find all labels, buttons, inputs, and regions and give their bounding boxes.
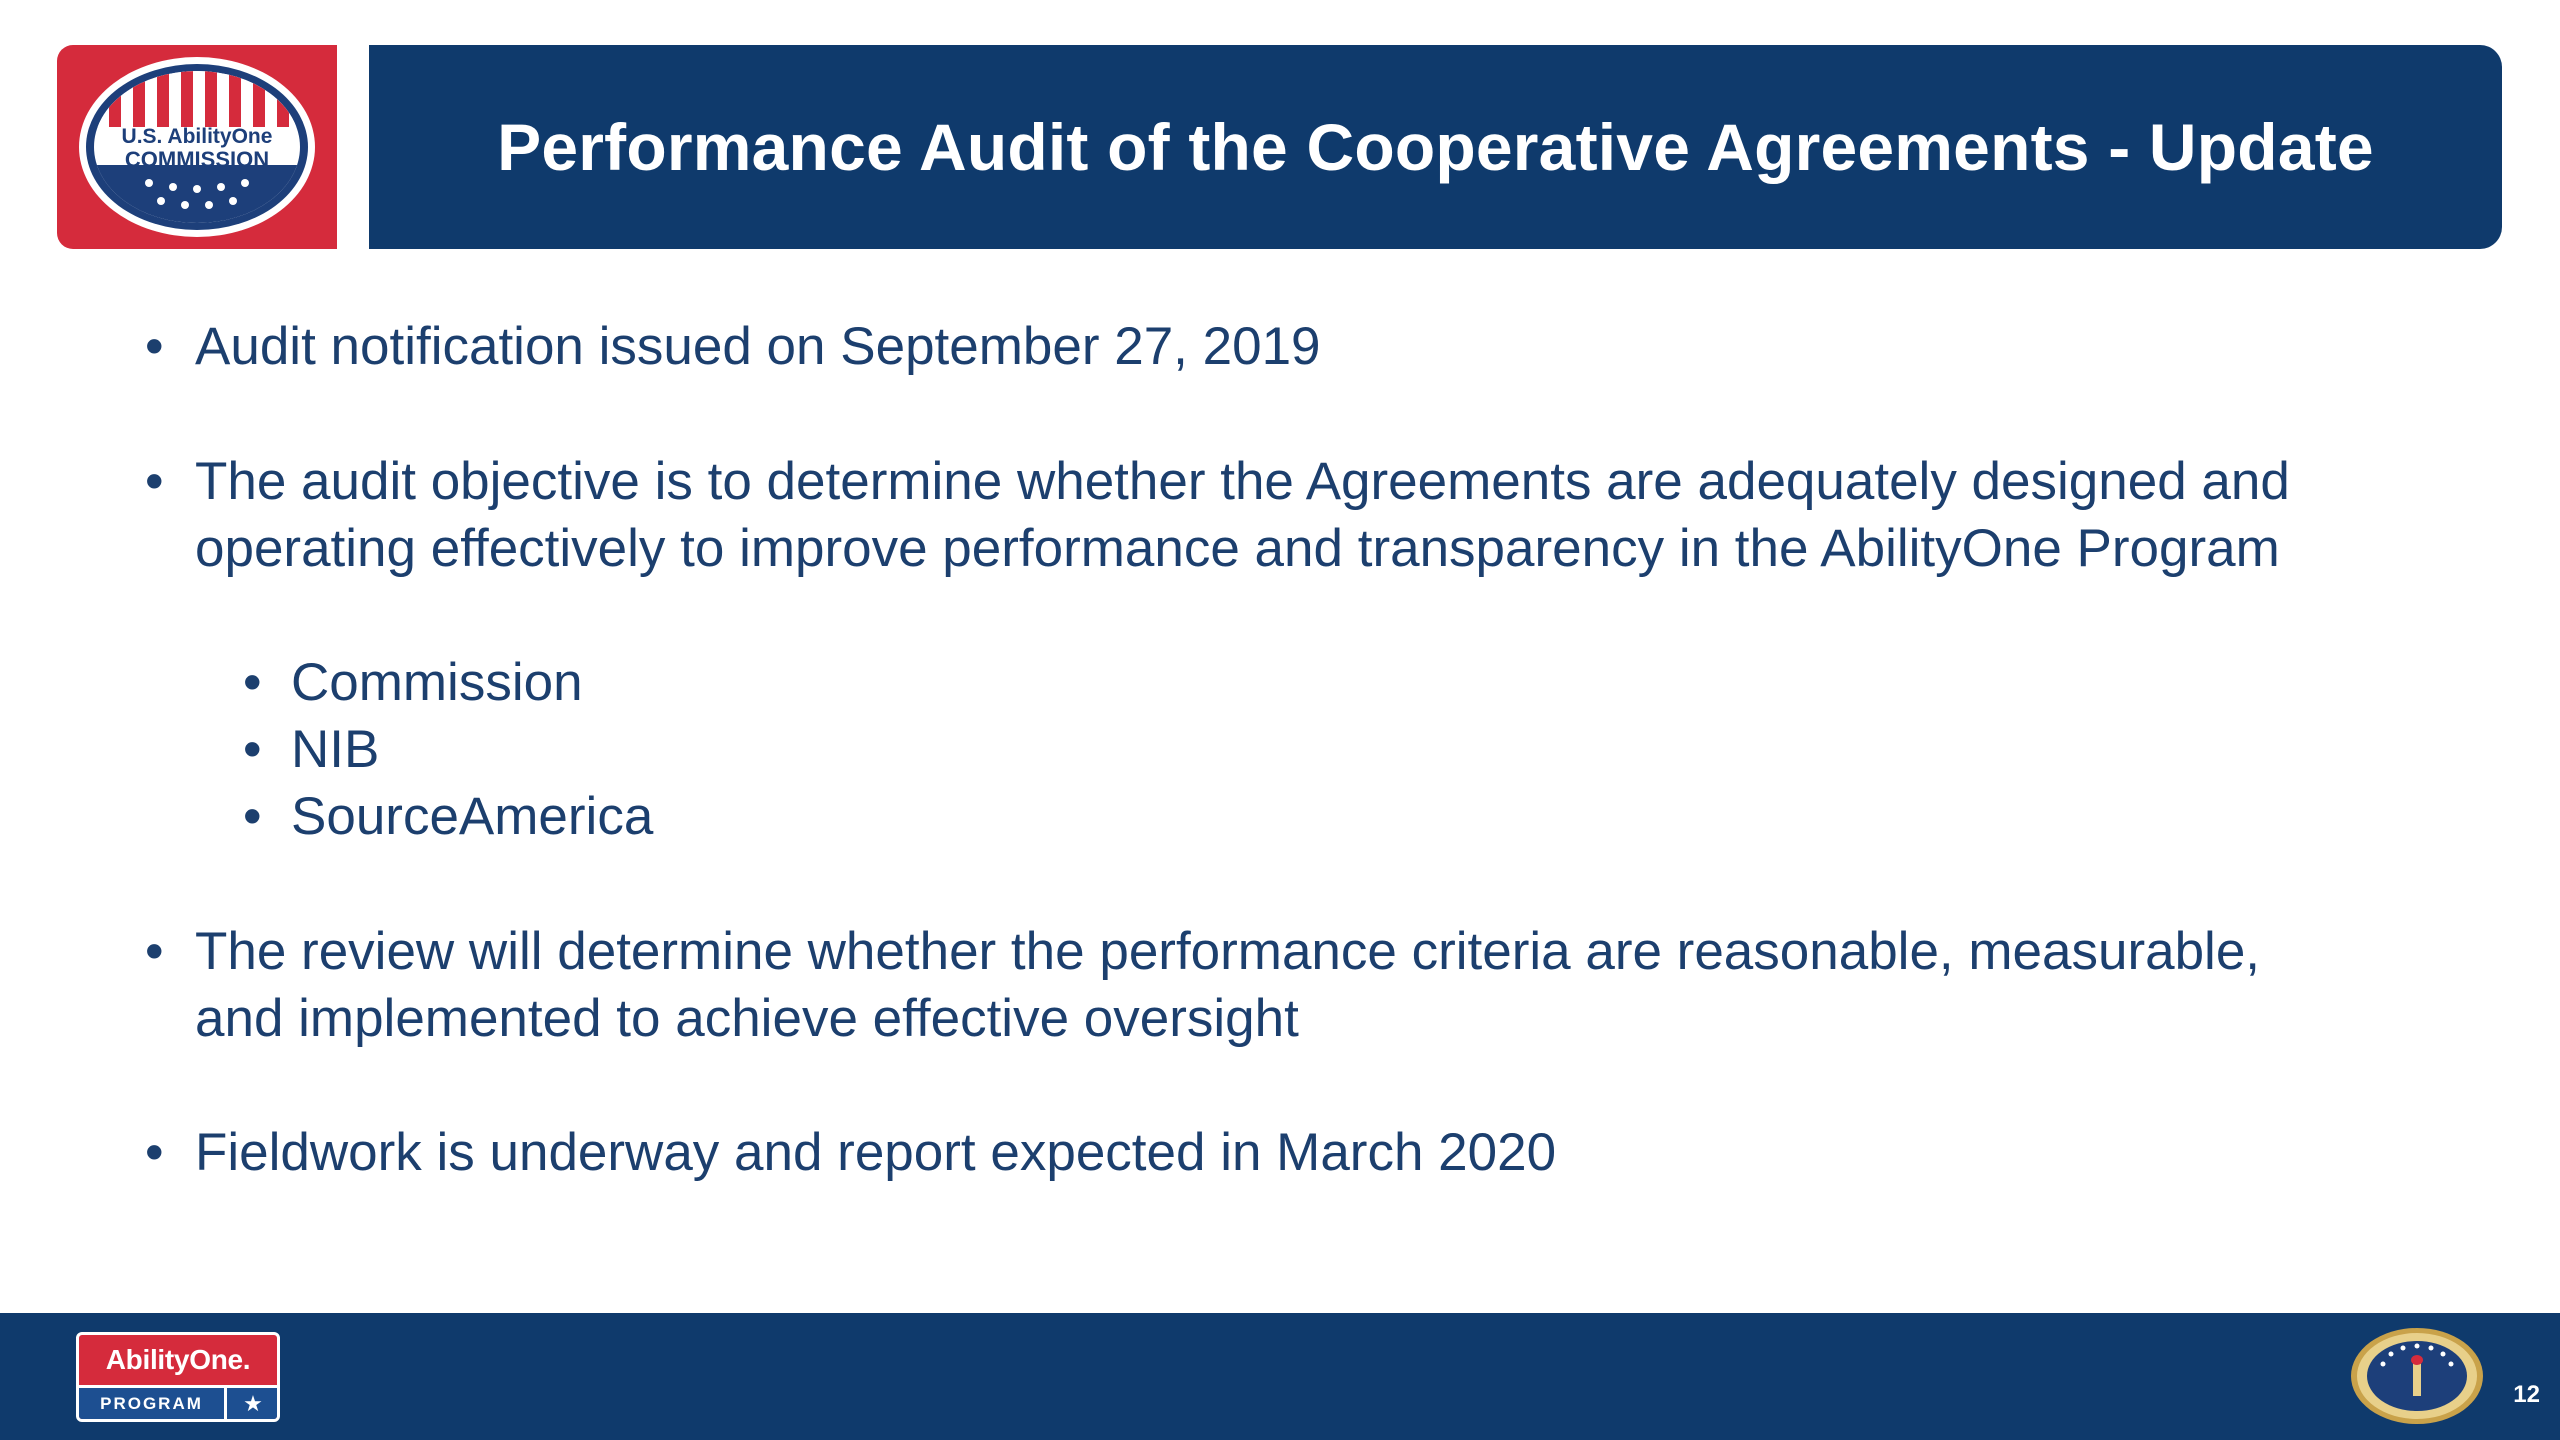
bullet-item (145, 448, 2445, 582)
sub-bullet-text: NIB (291, 720, 380, 779)
slide-title: Performance Audit of the Cooperative Agreements - Update (497, 110, 2374, 184)
program-logo-title: AbilityOne. (105, 1344, 251, 1375)
program-logo-band (79, 1385, 277, 1419)
gold-seal-icon (2347, 1324, 2487, 1428)
abilityone-program-logo (76, 1332, 280, 1422)
bullet-dot: • (243, 787, 262, 846)
bullet-text: The audit objective is to determine whether the Agreements are adequately designed and operating effectively to improve performance and transparency in the AbilityOne Program (195, 452, 2290, 578)
sub-bullet-item (243, 783, 1643, 850)
bullet-dot: • (243, 653, 262, 712)
bullet-dot: • (145, 1123, 164, 1182)
bullet-item (145, 918, 2445, 1052)
footer-bar (0, 1313, 2560, 1440)
bullet-item (145, 1119, 2445, 1186)
sub-bullet-item (243, 649, 1643, 716)
sub-bullet-item (243, 716, 1643, 783)
bullet-text: Audit notification issued on September 27, 2019 (195, 317, 1321, 376)
page-number: 12 (2513, 1381, 2540, 1408)
bullet-text: The review will determine whether the performance criteria are reasonable, measurable, and implemented to achieve effective oversight (195, 922, 2261, 1048)
sub-bullet-text: Commission (291, 653, 583, 712)
program-logo-word: PROGRAM (79, 1388, 227, 1419)
bullet-dot: • (145, 317, 164, 376)
bullet-text: Fieldwork is underway and report expected in March 2020 (195, 1123, 1557, 1182)
bullet-dot: • (243, 720, 262, 779)
logo-us-text: U.S. AbilityOne (121, 125, 273, 148)
bullet-dot: • (145, 922, 164, 981)
bullet-item (145, 313, 2445, 380)
logo-commission-text: COMMISSION (124, 147, 270, 172)
sub-bullet-text: SourceAmerica (291, 787, 654, 846)
bullet-dot: • (145, 452, 164, 511)
star-icon: ★ (243, 1391, 263, 1416)
